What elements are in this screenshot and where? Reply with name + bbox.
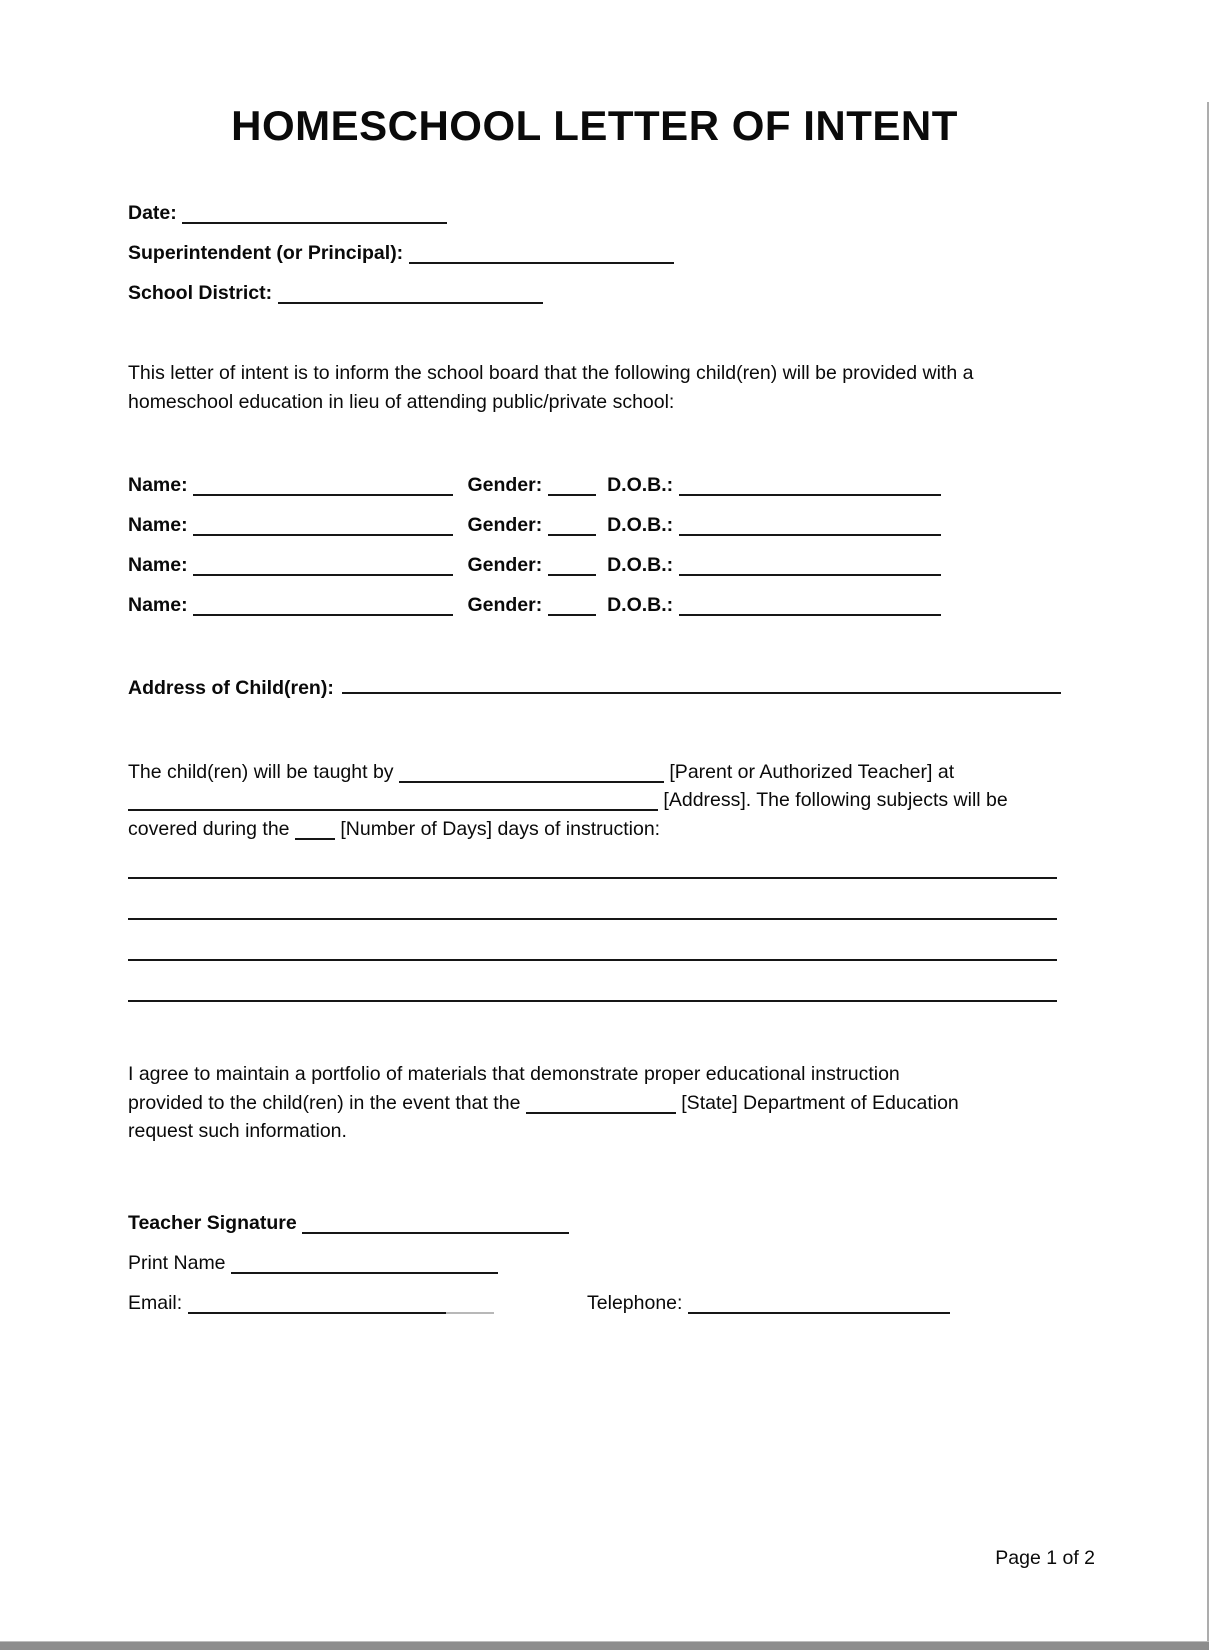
teacher-signature-label: Teacher Signature: [128, 1211, 297, 1234]
taught-by-paragraph: [128, 758, 1061, 844]
name-blank: [193, 595, 453, 616]
child-row: [128, 472, 1061, 499]
subject-blank-line: [128, 920, 1057, 961]
taught-by-line-1: [128, 758, 1061, 787]
dob-label: D.O.B.:: [607, 514, 674, 536]
name-label: Name:: [128, 594, 188, 616]
teaching-address-blank: [128, 791, 658, 812]
document-title: HOMESCHOOL LETTER OF INTENT: [231, 102, 958, 149]
address-row: [128, 673, 1061, 702]
dob-label: D.O.B.:: [607, 594, 674, 616]
child-row: [128, 592, 1061, 619]
telephone-label: Telephone:: [587, 1291, 683, 1314]
dob-blank: [679, 475, 941, 496]
name-label: Name:: [128, 554, 188, 576]
dob-blank: [679, 515, 941, 536]
portfolio-line-1: I agree to maintain a portfolio of materials that demonstrate proper educational instruction: [128, 1063, 900, 1086]
address-blank: [342, 673, 1061, 694]
date-row: [128, 200, 1061, 227]
taught-by-text: [Number of Days] days of instruction:: [340, 817, 661, 840]
gender-label: Gender:: [467, 474, 543, 496]
print-name-blank: [231, 1253, 498, 1274]
gender-blank: [548, 475, 596, 496]
gender-label: Gender:: [467, 554, 543, 576]
school-district-label: School District:: [128, 282, 273, 304]
gender-label: Gender:: [467, 514, 543, 536]
name-blank: [193, 555, 453, 576]
print-name-row: [128, 1250, 1061, 1277]
portfolio-line-2: [128, 1089, 1061, 1118]
signature-block: [128, 1210, 1061, 1317]
gender-blank: [548, 515, 596, 536]
gender-label: Gender:: [467, 594, 543, 616]
taught-by-text: [Address]. The following subjects will be: [663, 789, 1008, 812]
taught-by-text: The child(ren) will be taught by: [128, 760, 394, 783]
gender-blank: [548, 595, 596, 616]
taught-by-line-2: [128, 786, 1061, 815]
state-blank: [526, 1093, 676, 1114]
superintendent-blank: [409, 243, 674, 264]
child-row: [128, 552, 1061, 579]
name-label: Name:: [128, 474, 188, 496]
intro-paragraph: This letter of intent is to inform the school board that the following child(ren) will be provided with a homeschool education in lieu of attending public/private school:: [128, 362, 974, 413]
telephone-blank: [688, 1293, 950, 1314]
teacher-signature-row: [128, 1210, 1061, 1237]
name-blank: [193, 515, 453, 536]
number-of-days-blank: [295, 819, 335, 840]
taught-by-text: covered during the: [128, 817, 290, 840]
portfolio-paragraph: [128, 1060, 1061, 1146]
page-number: Page 1 of 2: [995, 1547, 1095, 1569]
school-district-row: [128, 280, 1061, 307]
taught-by-line-3: [128, 815, 1061, 844]
header-fields: [128, 200, 1061, 307]
children-rows: [128, 472, 1061, 619]
print-name-label: Print Name: [128, 1251, 226, 1274]
taught-by-text: [Parent or Authorized Teacher] at: [669, 760, 955, 783]
page-edge-bottom: [0, 1641, 1209, 1650]
dob-blank: [679, 555, 941, 576]
school-district-blank: [278, 283, 543, 304]
date-blank: [182, 203, 447, 224]
superintendent-row: [128, 240, 1061, 267]
child-row: [128, 512, 1061, 539]
email-blank-faded-tail: [446, 1293, 494, 1314]
name-blank: [193, 475, 453, 496]
teacher-name-blank: [399, 762, 664, 783]
portfolio-line-3: request such information.: [128, 1120, 347, 1143]
date-label: Date:: [128, 202, 177, 224]
dob-label: D.O.B.:: [607, 554, 674, 576]
teacher-signature-blank: [302, 1213, 569, 1234]
name-label: Name:: [128, 514, 188, 536]
subject-blank-line: [128, 961, 1057, 1002]
email-telephone-row: [128, 1290, 1061, 1317]
superintendent-label: Superintendent (or Principal):: [128, 242, 404, 264]
portfolio-text: provided to the child(ren) in the event that the: [128, 1091, 521, 1114]
subject-blank-line: [128, 879, 1057, 920]
email-blank: [188, 1293, 446, 1314]
dob-blank: [679, 595, 941, 616]
email-label: Email:: [128, 1291, 183, 1314]
document-page: [0, 102, 1209, 1317]
dob-label: D.O.B.:: [607, 474, 674, 496]
gender-blank: [548, 555, 596, 576]
address-label: Address of Child(ren):: [128, 676, 334, 699]
subject-blank-line: [128, 843, 1057, 879]
portfolio-text: [State] Department of Education: [681, 1091, 959, 1114]
subject-lines: [128, 843, 1061, 1002]
